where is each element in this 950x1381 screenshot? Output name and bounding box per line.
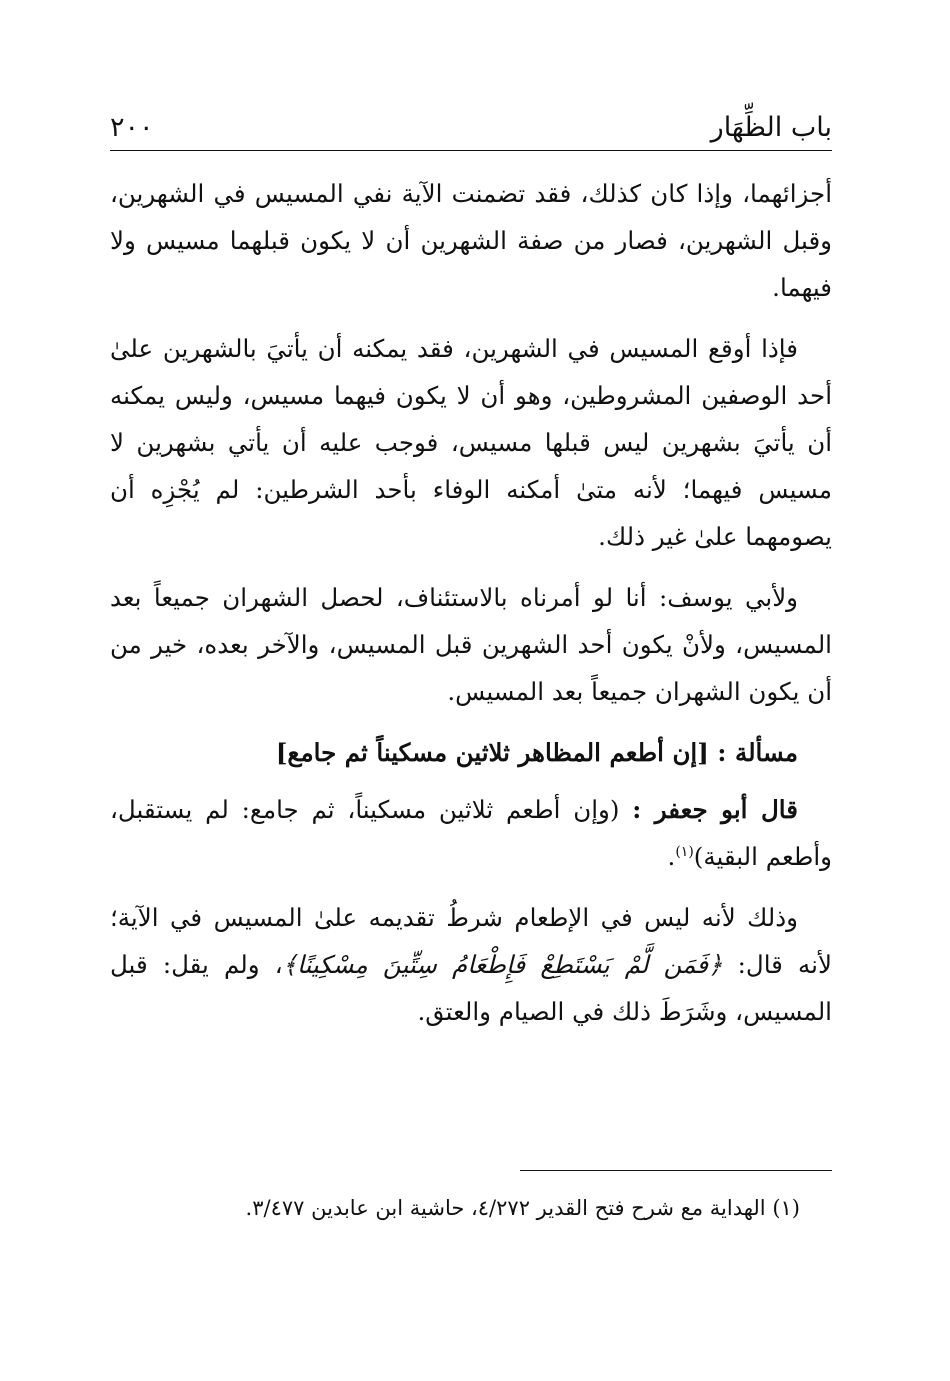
closing-paragraph: [110, 894, 832, 1035]
masala-heading: [110, 729, 832, 776]
masala-title: [إن أطعم المظاهر ثلاثين مسكيناً ثم جامع]: [275, 738, 709, 767]
page-header: [110, 100, 832, 148]
footnote-ref[interactable]: (١): [675, 843, 694, 860]
page-number: ٢٠٠: [110, 112, 154, 143]
page-body: [110, 170, 832, 1049]
statement-end: .: [667, 842, 676, 871]
statement-text: (وإن أطعم ثلاثين مسكيناً، ثم جامع: لم يستقبل، وأطعم البقية): [110, 795, 832, 871]
footnote-divider: [520, 1170, 832, 1171]
paragraph-1: أجزائهما، وإذا كان كذلك، فقد تضمنت الآية نفي المسيس في الشهرين، وقبل الشهرين، فصار من صفة الشهرين أن لا يكون قبلهما مسيس ولا فيهما.: [110, 179, 833, 302]
speaker-label: قال أبو جعفر :: [632, 795, 798, 824]
statement-paragraph: [110, 786, 832, 880]
paragraph-2: فإذا أوقع المسيس في الشهرين، فقد يمكنه أن يأتيَ بالشهرين علىٰ أحد الوصفين المشروطين، وهو أن لا يكون فيهما مسيس، وليس يمكنه أن يأتيَ بشهرين ليس قبلها مسيس، فوجب عليه أن يأتي بشهرين لا مسيس فيهما؛ لأنه متىٰ أمكنه الوفاء بأحد الشرطين: لم يُجْزِه أن يصومهما علىٰ غير ذلك.: [110, 334, 832, 551]
header-divider: [110, 150, 832, 151]
chapter-title: باب الظِّهَار: [710, 112, 832, 143]
footnote-text: (١) الهداية مع شرح فتح القدير ٤/٢٧٢، حاشية ابن عابدين ٣/٤٧٧.: [245, 1196, 800, 1220]
closing-text-after: ، ولم يقل: قبل المسيس، وشَرَطَ ذلك في الصيام والعتق.: [110, 950, 832, 1026]
masala-label: مسألة :: [717, 738, 798, 767]
closing-text-before: وذلك لأنه ليس في الإطعام شرطُ تقديمه علىٰ المسيس في الآية؛ لأنه قال:: [110, 903, 832, 979]
paragraph-3: ولأبي يوسف: أنا لو أمرناه بالاستئناف، لحصل الشهران جميعاً بعد المسيس، ولأنْ يكون أحد الشهرين قبل المسيس، والآخر بعده، خير من أن يكون الشهران جميعاً بعد المسيس.: [110, 583, 832, 706]
quran-verse: ﴿فَمَن لَّمْ يَسْتَطِعْ فَإِطْعَامُ سِتِّينَ مِسْكِينًا﴾: [282, 950, 723, 979]
